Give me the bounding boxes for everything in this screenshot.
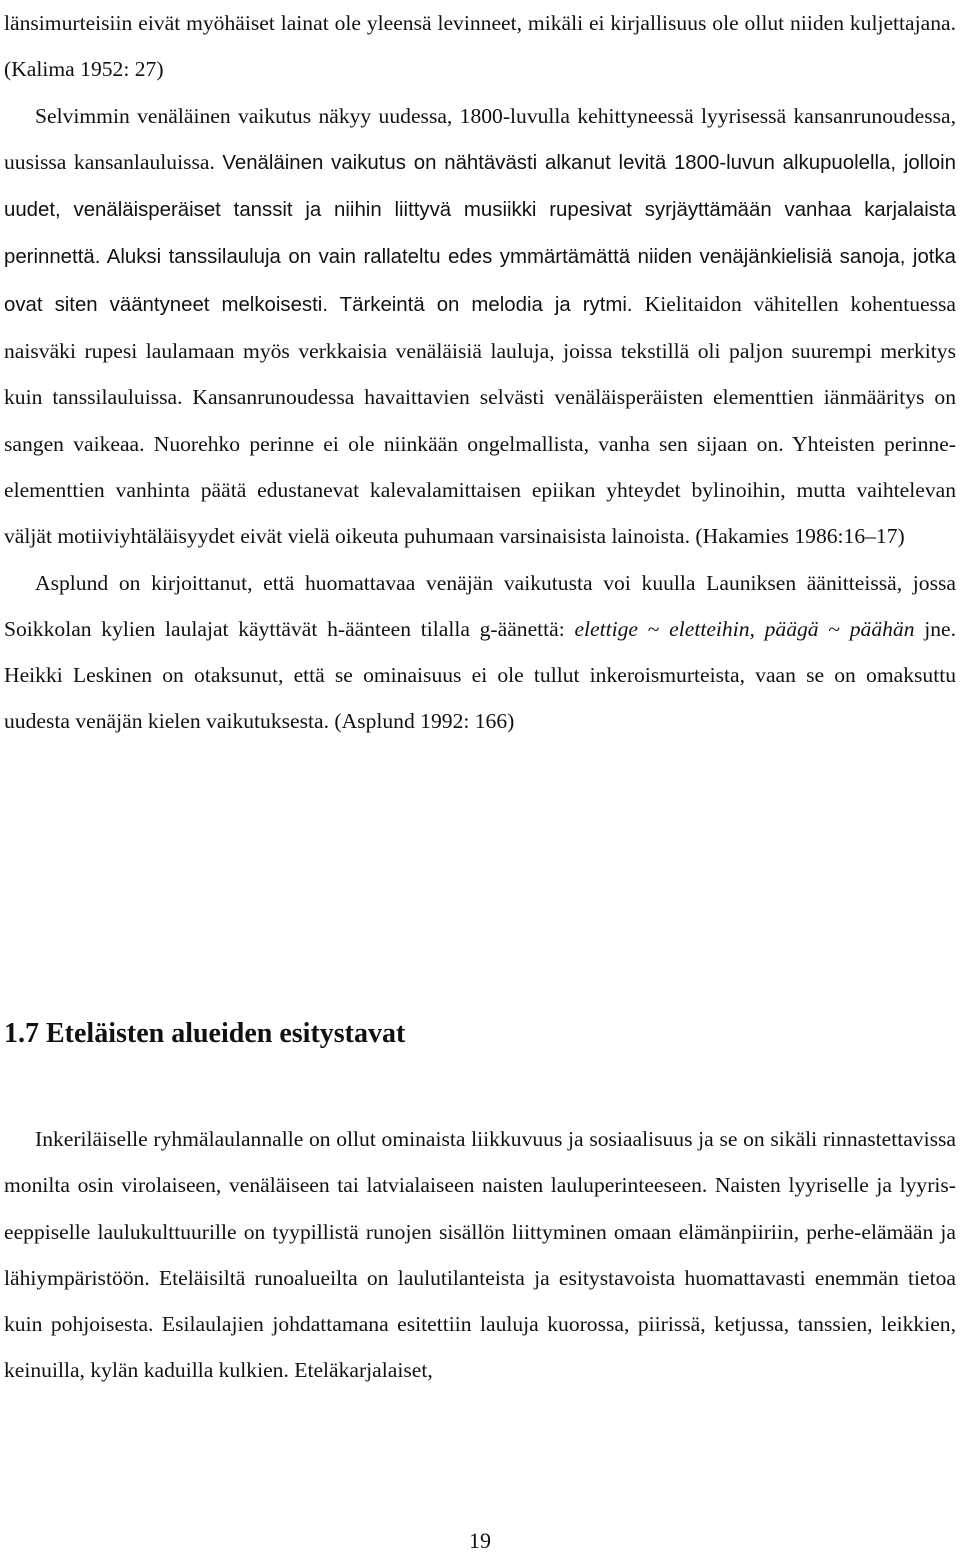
example-word: elettige [574, 616, 639, 641]
page-number: 19 [469, 1528, 491, 1553]
document-page [4, 0, 956, 745]
paragraph-kalima-citation: länsimurteisiin eivät myöhäiset lainat ole yleensä levinneet, mikäli ei kirjallisuus ole ollut niiden kuljettajana. (Kalima 1952: 27) [4, 11, 956, 82]
paragraph-continued-text: Kielitaidon vähitellen kohentuessa naisväki rupesi laulamaan myös verkkaisia venäläisiä lauluja, joissa tekstillä oli paljon suurempi merkitys kuin tanssilauluissa. Kansanrunoudessa havaittavien selvästi venäläisperäisten elementtien iänmääritys on sangen vaikeaa. Nuorehko perinne ei ole niinkään ongelmallista, vanha sen sijaan on. Yhteisten perinne-elementtien vanhinta päätä edustanevat kalevalamittaisen epiikan yhteydet bylinoihin, mutta vaihtelevan väljät motiiviyhtäläisyydet eivät vielä oikeuta puhumaan varsinaisista lainoista. (Hakamies 1986:16–17) [4, 291, 956, 549]
text-segment: Asplund on kirjoittanut, että huomattavaa venäjän vaikutusta voi kuulla Launiksen äänitteissä, jossa Soikkolan kylien laulajat käyttävät h-äänteen tilalla g-äänettä: [4, 570, 956, 641]
block-quote-hakamies: Venäläinen vaikutus on nähtävästi alkanut levitä 1800-luvun alkupuolella, jolloin uudet, venäläisperäiset tanssit ja niihin liittyvä musiikki rupesivat syrjäyttämään vanhaa karjalaista perinnettä. Aluksi tanssilauluja on vain rallateltu edes ymmärtämättä niiden venäjänkielisiä sanoja, jotka ovat siten vääntyneet melkoisesti. Tärkeintä on melodia ja rytmi. [4, 151, 956, 316]
text-segment: jne. Heikki Leskinen on otaksunut, että se ominaisuus ei ole tullut inkeroismurteista, vaan se on omaksuttu uudesta venäjän kielen vaikutuksesta. (Asplund 1992: 166) [4, 616, 957, 734]
section-heading: 1.7 Eteläisten alueiden esitystavat [4, 1018, 406, 1049]
paragraph-russian-influence [4, 93, 956, 560]
example-word: eletteihin, päägä [669, 616, 819, 641]
example-word: päähän [849, 616, 915, 641]
paragraph-asplund [4, 560, 956, 745]
tilde-separator: ~ [818, 616, 850, 641]
tilde-separator: ~ [638, 616, 670, 641]
paragraph-intro-text: Selvimmin venäläinen vaikutus näkyy uudessa, 1800-luvulla kehittyneessä lyyrisessä kansanrunoudessa, uusissa kansanlauluissa. [4, 103, 956, 174]
paragraph-inkeri-group-singing: Inkeriläiselle ryhmälaulannalle on ollut ominaista liikkuvuus ja sosiaalisuus ja se on sikäli rinnastettavissa monilta osin virolaiseen, venäläiseen tai latvialaiseen naisten lauluperinteeseen. Naisten lyyriselle ja lyyris-eeppiselle laulukulttuurille on tyypillistä runojen sisällön liittyminen omaan elämänpiiriin, perhe-elämään ja lähiympäristöön. Eteläisiltä runoalueilta on laulutilanteista ja esitystavoista huomattavasti enemmän tietoa kuin pohjoisesta. Esilaulajien johdattamana esitettiin lauluja kuorossa, piirissä, ketjussa, tanssien, leikkien, keinuilla, kylän kaduilla kulkien. Eteläkarjalaiset, [4, 1127, 956, 1383]
section-body [4, 1116, 956, 1394]
